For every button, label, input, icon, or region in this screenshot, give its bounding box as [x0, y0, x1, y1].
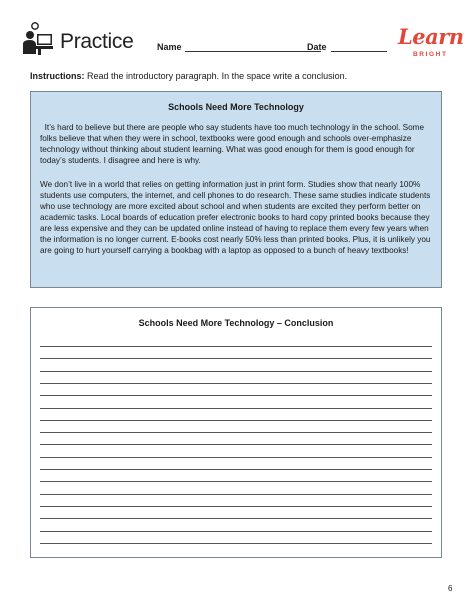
writing-line[interactable] [40, 518, 432, 519]
writing-line[interactable] [40, 371, 432, 372]
writing-line[interactable] [40, 457, 432, 458]
writing-line[interactable] [40, 432, 432, 433]
writing-line[interactable] [40, 531, 432, 532]
page-title: Practice [60, 30, 134, 53]
writing-line[interactable] [40, 420, 432, 421]
date-field[interactable] [331, 51, 387, 52]
writing-line[interactable] [40, 444, 432, 445]
writing-line[interactable] [40, 358, 432, 359]
logo-wordmark: Learn [398, 24, 464, 49]
writing-line[interactable] [40, 543, 432, 544]
instructions [30, 70, 450, 82]
reading-passage-box [30, 91, 442, 288]
writing-line[interactable] [40, 469, 432, 470]
writing-line[interactable] [40, 408, 432, 409]
conclusion-title: Schools Need More Technology – Conclusion [138, 318, 334, 328]
writing-line[interactable] [40, 395, 432, 396]
writing-line[interactable] [40, 383, 432, 384]
name-field[interactable] [185, 51, 321, 52]
writing-line[interactable] [40, 506, 432, 507]
writing-line[interactable] [40, 494, 432, 495]
writing-line[interactable] [40, 346, 432, 347]
worksheet-header [20, 22, 464, 62]
student-at-computer-icon [20, 22, 54, 56]
passage-paragraph: We don’t live in a world that relies on getting information just in print form. Studies show that nearly 100% students use computers, the internet, and cell phones to do research. These same studies indicate students who use technology are more excited about school and when students are excited they perform better on academic tasks. Local boards of education prefer electronic books to hard copy printed books because they are less expensive and they can be updated online instead of having to replace them every few years when the information is no longer current. E-books cost nearly 50% less than printed books. Plus, it is unlikely you are going to hurt yourself carrying a bookbag with a laptop as opposed to a bunch of heavy textbooks! [40, 180, 431, 255]
instructions-label: Instructions: [30, 71, 85, 81]
conclusion-writing-box[interactable] [30, 307, 442, 558]
logo-tagline: BRIGHT [413, 51, 448, 58]
learn-bright-logo [398, 24, 464, 64]
page-number: 6 [448, 584, 453, 593]
name-label: Name [157, 42, 182, 52]
passage-title: Schools Need More Technology [168, 102, 304, 112]
passage-paragraph: It’s hard to believe but there are people who say students have too much technology in the school. Some folks believe that when they were in school, textbooks were good enough and schools over-emphasize technology without thinking about student learning. What was good enough for them is good enough for today’s students. I disagree and here is why. [40, 123, 425, 165]
date-label: Date [307, 42, 327, 52]
writing-line[interactable] [40, 481, 432, 482]
instructions-text: Read the introductory paragraph. In the space write a conclusion. [84, 71, 348, 81]
